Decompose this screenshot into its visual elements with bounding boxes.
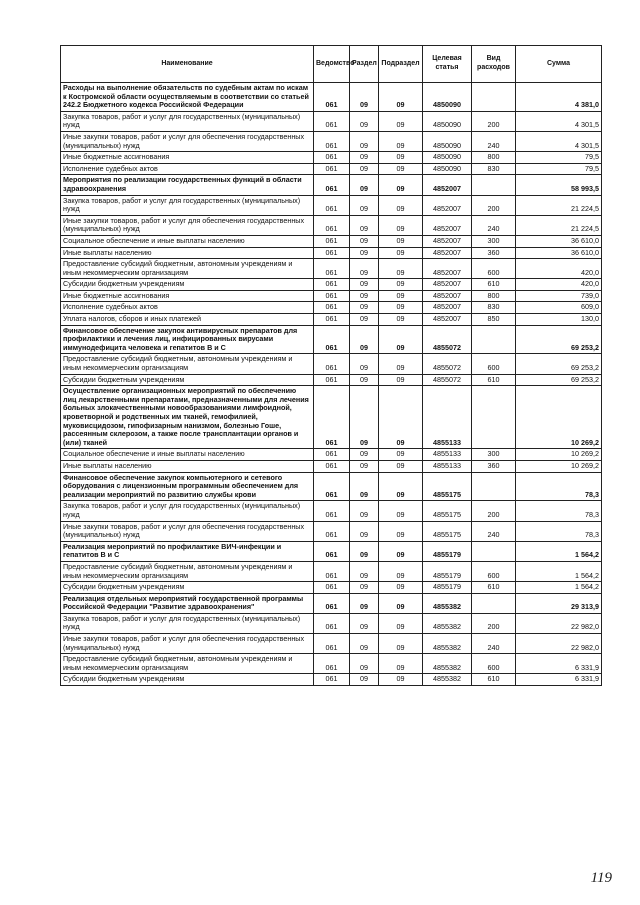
table-row [61, 654, 602, 674]
cell-subsection: 09 [379, 386, 423, 449]
cell-subsection: 09 [379, 290, 423, 302]
cell-name: Иные выплаты населению [61, 247, 314, 259]
cell-name: Реализация отдельных мероприятий государственной программы Российской Федерации "Развитие здравоохранения" [61, 593, 314, 613]
cell-target-article: 4855175 [423, 501, 472, 521]
cell-expense-type: 300 [472, 235, 516, 247]
table-row [61, 290, 602, 302]
cell-section: 09 [350, 290, 379, 302]
cell-target-article: 4855175 [423, 521, 472, 541]
cell-section: 09 [350, 325, 379, 354]
cell-name: Закупка товаров, работ и услуг для государственных (муниципальных) нужд [61, 195, 314, 215]
cell-name: Исполнение судебных актов [61, 302, 314, 314]
cell-ministry: 061 [314, 541, 350, 561]
cell-ministry: 061 [314, 354, 350, 374]
cell-expense-type [472, 325, 516, 354]
cell-name: Иные закупки товаров, работ и услуг для обеспечения государственных (муниципальных) нужд [61, 634, 314, 654]
page-number: 119 [590, 870, 612, 886]
cell-target-article: 4855133 [423, 386, 472, 449]
cell-expense-type: 240 [472, 521, 516, 541]
cell-section: 09 [350, 302, 379, 314]
table-row [61, 111, 602, 131]
cell-expense-type: 610 [472, 374, 516, 386]
cell-target-article: 4855179 [423, 582, 472, 594]
cell-target-article: 4855382 [423, 654, 472, 674]
table-row [61, 613, 602, 633]
header-subsection: Подраздел [379, 46, 423, 83]
cell-section: 09 [350, 501, 379, 521]
cell-amount: 4 301,5 [516, 131, 602, 151]
cell-ministry: 061 [314, 374, 350, 386]
cell-section: 09 [350, 582, 379, 594]
cell-subsection: 09 [379, 83, 423, 112]
cell-target-article: 4850090 [423, 111, 472, 131]
cell-subsection: 09 [379, 521, 423, 541]
table-row [61, 83, 602, 112]
cell-subsection: 09 [379, 460, 423, 472]
table-row [61, 314, 602, 326]
cell-name: Закупка товаров, работ и услуг для государственных (муниципальных) нужд [61, 111, 314, 131]
cell-target-article: 4855179 [423, 561, 472, 581]
cell-name: Субсидии бюджетным учреждениям [61, 582, 314, 594]
cell-ministry: 061 [314, 111, 350, 131]
table-row [61, 472, 602, 501]
cell-section: 09 [350, 111, 379, 131]
cell-expense-type: 610 [472, 674, 516, 686]
cell-expense-type: 610 [472, 582, 516, 594]
cell-name: Предоставление субсидий бюджетным, автономным учреждениям и иным некоммерческим организациям [61, 654, 314, 674]
cell-section: 09 [350, 460, 379, 472]
cell-expense-type: 360 [472, 460, 516, 472]
cell-name: Иные закупки товаров, работ и услуг для обеспечения государственных (муниципальных) нужд [61, 215, 314, 235]
cell-target-article: 4855175 [423, 472, 472, 501]
cell-ministry: 061 [314, 279, 350, 291]
header-amount: Сумма [516, 46, 602, 83]
cell-name: Иные бюджетные ассигнования [61, 152, 314, 164]
cell-ministry: 061 [314, 247, 350, 259]
cell-expense-type: 200 [472, 501, 516, 521]
cell-amount: 69 253,2 [516, 374, 602, 386]
cell-target-article: 4855382 [423, 593, 472, 613]
cell-subsection: 09 [379, 593, 423, 613]
cell-ministry: 061 [314, 386, 350, 449]
cell-target-article: 4852007 [423, 247, 472, 259]
cell-amount: 69 253,2 [516, 354, 602, 374]
cell-amount: 1 564,2 [516, 561, 602, 581]
cell-amount: 78,3 [516, 521, 602, 541]
table-row [61, 501, 602, 521]
cell-ministry: 061 [314, 561, 350, 581]
cell-expense-type: 600 [472, 654, 516, 674]
cell-amount: 69 253,2 [516, 325, 602, 354]
cell-subsection: 09 [379, 259, 423, 279]
cell-amount: 420,0 [516, 279, 602, 291]
cell-section: 09 [350, 386, 379, 449]
cell-name: Осуществление организационных мероприятий по обеспечению лиц лекарственными препаратами, предназначенными для лечения больных злокачественными новообразованиями лимфоидной, кроветворной и родственных им тканей, гемофилией, муковисцидозом, гипофизарным нанизмом, болезнью Гоше, рассеянным склерозом, а также после трансплантации органов и (или) тканей [61, 386, 314, 449]
cell-target-article: 4852007 [423, 175, 472, 195]
cell-name: Субсидии бюджетным учреждениям [61, 279, 314, 291]
cell-section: 09 [350, 593, 379, 613]
cell-amount: 4 301,5 [516, 111, 602, 131]
cell-ministry: 061 [314, 131, 350, 151]
cell-target-article: 4852007 [423, 195, 472, 215]
cell-amount: 1 564,2 [516, 582, 602, 594]
cell-target-article: 4855382 [423, 634, 472, 654]
cell-subsection: 09 [379, 302, 423, 314]
cell-section: 09 [350, 521, 379, 541]
table-row [61, 521, 602, 541]
cell-amount: 4 381,0 [516, 83, 602, 112]
table-row [61, 279, 602, 291]
cell-name: Уплата налогов, сборов и иных платежей [61, 314, 314, 326]
cell-subsection: 09 [379, 541, 423, 561]
cell-name: Финансовое обеспечение закупок антивирусных препаратов для профилактики и лечения лиц, инфицированных вирусами иммунодефицита человека и гепатитов В и С [61, 325, 314, 354]
cell-amount: 36 610,0 [516, 247, 602, 259]
cell-section: 09 [350, 83, 379, 112]
table-row [61, 561, 602, 581]
header-ministry: Ведомство [314, 46, 350, 83]
cell-subsection: 09 [379, 561, 423, 581]
cell-subsection: 09 [379, 163, 423, 175]
cell-name: Закупка товаров, работ и услуг для государственных (муниципальных) нужд [61, 501, 314, 521]
cell-amount: 78,3 [516, 501, 602, 521]
cell-target-article: 4852007 [423, 314, 472, 326]
cell-subsection: 09 [379, 449, 423, 461]
table-row [61, 152, 602, 164]
cell-section: 09 [350, 163, 379, 175]
cell-target-article: 4855133 [423, 460, 472, 472]
cell-amount: 130,0 [516, 314, 602, 326]
cell-target-article: 4850090 [423, 83, 472, 112]
cell-target-article: 4855072 [423, 325, 472, 354]
cell-subsection: 09 [379, 654, 423, 674]
table-row [61, 674, 602, 686]
cell-name: Социальное обеспечение и иные выплаты населению [61, 449, 314, 461]
cell-amount: 78,3 [516, 472, 602, 501]
cell-expense-type [472, 472, 516, 501]
cell-subsection: 09 [379, 314, 423, 326]
cell-expense-type: 240 [472, 634, 516, 654]
cell-name: Субсидии бюджетным учреждениям [61, 374, 314, 386]
cell-name: Расходы на выполнение обязательств по судебным актам по искам к Костромской области осуществляемым в соответствии со статьей 242.2 Бюджетного кодекса Российской Федерации [61, 83, 314, 112]
cell-amount: 29 313,9 [516, 593, 602, 613]
cell-section: 09 [350, 472, 379, 501]
cell-name: Социальное обеспечение и иные выплаты населению [61, 235, 314, 247]
cell-target-article: 4852007 [423, 290, 472, 302]
header-expense-type: Вид расходов [472, 46, 516, 83]
cell-name: Иные закупки товаров, работ и услуг для обеспечения государственных (муниципальных) нужд [61, 521, 314, 541]
cell-target-article: 4850090 [423, 131, 472, 151]
cell-expense-type: 240 [472, 131, 516, 151]
cell-section: 09 [350, 195, 379, 215]
cell-target-article: 4850090 [423, 152, 472, 164]
cell-expense-type: 240 [472, 215, 516, 235]
cell-target-article: 4855133 [423, 449, 472, 461]
cell-target-article: 4855072 [423, 374, 472, 386]
cell-ministry: 061 [314, 449, 350, 461]
cell-subsection: 09 [379, 131, 423, 151]
cell-target-article: 4855382 [423, 674, 472, 686]
cell-section: 09 [350, 235, 379, 247]
cell-amount: 22 982,0 [516, 634, 602, 654]
header-section: Раздел [350, 46, 379, 83]
cell-name: Предоставление субсидий бюджетным, автономным учреждениям и иным некоммерческим организациям [61, 259, 314, 279]
cell-expense-type [472, 593, 516, 613]
cell-section: 09 [350, 654, 379, 674]
cell-name: Иные закупки товаров, работ и услуг для обеспечения государственных (муниципальных) нужд [61, 131, 314, 151]
table-row [61, 235, 602, 247]
table-row [61, 163, 602, 175]
cell-ministry: 061 [314, 235, 350, 247]
cell-expense-type [472, 175, 516, 195]
cell-amount: 36 610,0 [516, 235, 602, 247]
cell-ministry: 061 [314, 195, 350, 215]
table-row [61, 354, 602, 374]
table-row [61, 259, 602, 279]
table-row [61, 593, 602, 613]
cell-ministry: 061 [314, 582, 350, 594]
cell-subsection: 09 [379, 279, 423, 291]
cell-ministry: 061 [314, 325, 350, 354]
cell-section: 09 [350, 215, 379, 235]
cell-subsection: 09 [379, 111, 423, 131]
cell-amount: 10 269,2 [516, 386, 602, 449]
cell-amount: 22 982,0 [516, 613, 602, 633]
cell-section: 09 [350, 247, 379, 259]
cell-target-article: 4852007 [423, 279, 472, 291]
table-row [61, 582, 602, 594]
cell-amount: 21 224,5 [516, 195, 602, 215]
table-row [61, 247, 602, 259]
table-row [61, 374, 602, 386]
cell-section: 09 [350, 634, 379, 654]
cell-expense-type: 600 [472, 561, 516, 581]
cell-name: Иные выплаты населению [61, 460, 314, 472]
cell-amount: 58 993,5 [516, 175, 602, 195]
cell-expense-type: 600 [472, 259, 516, 279]
cell-target-article: 4855382 [423, 613, 472, 633]
cell-subsection: 09 [379, 582, 423, 594]
cell-expense-type: 800 [472, 290, 516, 302]
cell-section: 09 [350, 279, 379, 291]
cell-expense-type: 830 [472, 163, 516, 175]
cell-expense-type: 360 [472, 247, 516, 259]
cell-section: 09 [350, 674, 379, 686]
cell-expense-type: 850 [472, 314, 516, 326]
cell-expense-type: 200 [472, 111, 516, 131]
cell-ministry: 061 [314, 521, 350, 541]
cell-ministry: 061 [314, 593, 350, 613]
cell-ministry: 061 [314, 163, 350, 175]
cell-expense-type [472, 83, 516, 112]
table-row [61, 386, 602, 449]
cell-amount: 79,5 [516, 152, 602, 164]
cell-amount: 10 269,2 [516, 460, 602, 472]
cell-ministry: 061 [314, 259, 350, 279]
cell-ministry: 061 [314, 674, 350, 686]
table-row [61, 195, 602, 215]
table-row [61, 541, 602, 561]
cell-target-article: 4852007 [423, 302, 472, 314]
cell-section: 09 [350, 259, 379, 279]
cell-expense-type: 200 [472, 195, 516, 215]
cell-amount: 21 224,5 [516, 215, 602, 235]
cell-ministry: 061 [314, 501, 350, 521]
cell-ministry: 061 [314, 290, 350, 302]
cell-subsection: 09 [379, 152, 423, 164]
cell-expense-type: 830 [472, 302, 516, 314]
cell-name: Закупка товаров, работ и услуг для государственных (муниципальных) нужд [61, 613, 314, 633]
cell-ministry: 061 [314, 314, 350, 326]
cell-expense-type: 200 [472, 613, 516, 633]
cell-expense-type: 610 [472, 279, 516, 291]
cell-target-article: 4855072 [423, 354, 472, 374]
cell-section: 09 [350, 541, 379, 561]
table-row [61, 325, 602, 354]
cell-target-article: 4852007 [423, 215, 472, 235]
cell-name: Предоставление субсидий бюджетным, автономным учреждениям и иным некоммерческим организациям [61, 354, 314, 374]
cell-section: 09 [350, 354, 379, 374]
cell-section: 09 [350, 374, 379, 386]
cell-subsection: 09 [379, 613, 423, 633]
cell-subsection: 09 [379, 235, 423, 247]
cell-section: 09 [350, 152, 379, 164]
cell-subsection: 09 [379, 325, 423, 354]
cell-ministry: 061 [314, 613, 350, 633]
cell-amount: 10 269,2 [516, 449, 602, 461]
cell-subsection: 09 [379, 175, 423, 195]
table-row [61, 449, 602, 461]
cell-section: 09 [350, 314, 379, 326]
cell-ministry: 061 [314, 472, 350, 501]
cell-amount: 420,0 [516, 259, 602, 279]
cell-section: 09 [350, 561, 379, 581]
cell-expense-type: 600 [472, 354, 516, 374]
cell-section: 09 [350, 449, 379, 461]
cell-amount: 609,0 [516, 302, 602, 314]
cell-subsection: 09 [379, 472, 423, 501]
table-header [61, 46, 602, 83]
table-row [61, 175, 602, 195]
cell-subsection: 09 [379, 634, 423, 654]
cell-subsection: 09 [379, 374, 423, 386]
cell-expense-type: 300 [472, 449, 516, 461]
cell-name: Предоставление субсидий бюджетным, автономным учреждениям и иным некоммерческим организациям [61, 561, 314, 581]
cell-name: Субсидии бюджетным учреждениям [61, 674, 314, 686]
cell-section: 09 [350, 613, 379, 633]
cell-ministry: 061 [314, 215, 350, 235]
cell-name: Исполнение судебных актов [61, 163, 314, 175]
table-row [61, 634, 602, 654]
header-target-article: Целевая статья [423, 46, 472, 83]
cell-subsection: 09 [379, 354, 423, 374]
cell-section: 09 [350, 131, 379, 151]
cell-amount: 1 564,2 [516, 541, 602, 561]
cell-subsection: 09 [379, 674, 423, 686]
cell-name: Мероприятия по реализации государственных функций в области здравоохранения [61, 175, 314, 195]
header-name: Наименование [61, 46, 314, 83]
cell-section: 09 [350, 175, 379, 195]
cell-ministry: 061 [314, 175, 350, 195]
cell-subsection: 09 [379, 247, 423, 259]
cell-ministry: 061 [314, 654, 350, 674]
budget-table [60, 45, 602, 686]
table-body [61, 83, 602, 686]
cell-amount: 6 331,9 [516, 654, 602, 674]
cell-subsection: 09 [379, 215, 423, 235]
cell-expense-type [472, 386, 516, 449]
cell-ministry: 061 [314, 83, 350, 112]
table-row [61, 302, 602, 314]
cell-name: Финансовое обеспечение закупок компьютерного и сетевого оборудования с лицензионным программным обеспечением для реализации мероприятий по развитию службы крови [61, 472, 314, 501]
cell-subsection: 09 [379, 501, 423, 521]
cell-ministry: 061 [314, 152, 350, 164]
table-row [61, 215, 602, 235]
cell-expense-type: 800 [472, 152, 516, 164]
cell-amount: 739,0 [516, 290, 602, 302]
cell-name: Реализация мероприятий по профилактике ВИЧ-инфекции и гепатитов В и С [61, 541, 314, 561]
cell-ministry: 061 [314, 634, 350, 654]
cell-target-article: 4852007 [423, 235, 472, 247]
cell-subsection: 09 [379, 195, 423, 215]
cell-ministry: 061 [314, 460, 350, 472]
cell-target-article: 4850090 [423, 163, 472, 175]
cell-target-article: 4852007 [423, 259, 472, 279]
cell-amount: 6 331,9 [516, 674, 602, 686]
table-row [61, 131, 602, 151]
cell-target-article: 4855179 [423, 541, 472, 561]
cell-amount: 79,5 [516, 163, 602, 175]
cell-expense-type [472, 541, 516, 561]
cell-ministry: 061 [314, 302, 350, 314]
table-row [61, 460, 602, 472]
cell-name: Иные бюджетные ассигнования [61, 290, 314, 302]
